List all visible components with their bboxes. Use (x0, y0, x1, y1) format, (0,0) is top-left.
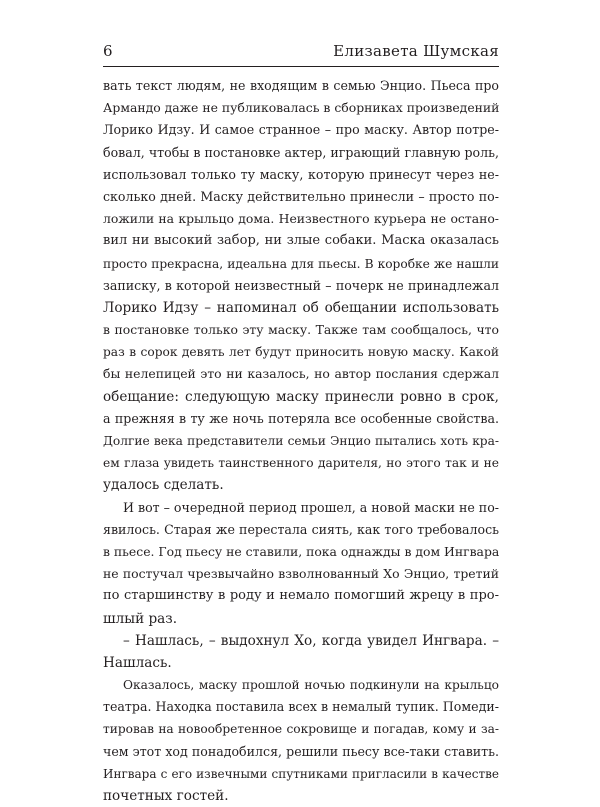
running-title-author: Елизавета Шумская (333, 42, 499, 60)
text-line: явилось. Старая же перестала сиять, как того требовалось (103, 521, 499, 537)
text-line: Лорико Идзу. И самое странное – про маску. Автор потре- (103, 122, 499, 138)
text-line: обещание: следующую маску принесли ровно в срок, (103, 388, 499, 405)
text-line: театра. Находка поставила всех в немалый тупик. Помеди- (103, 699, 499, 715)
text-line: записку, в которой неизвестный – почерк не принадлежал (103, 277, 499, 293)
page-header (103, 40, 499, 67)
paragraph-4 (103, 674, 499, 807)
text-line: Нашлась. (103, 654, 172, 671)
text-line: в постановке только эту маску. Также там сообщалось, что (103, 322, 499, 338)
text-line: почетных гостей. (103, 788, 229, 804)
text-line: бы нелепицей это ни казалось, но автор послания сдержал (103, 366, 499, 382)
page-number: 6 (103, 42, 113, 60)
text-line: сколько дней. Маску действительно принесли – просто по- (103, 188, 499, 204)
text-line: шлый раз. (103, 610, 178, 627)
text-body (103, 75, 499, 807)
text-line: бовал, чтобы в постановке актер, играющий главную роль, (103, 144, 499, 160)
text-line: тировав на новообретенное сокровище и погадав, кому и за- (103, 722, 499, 737)
paragraph-2 (103, 497, 499, 630)
text-line: Лорико Идзу – напоминал об обещании использовать (103, 299, 499, 316)
text-line: не постучал чрезвычайно взволнованный Хо Энцио, третий (103, 566, 499, 582)
text-line: использовал только ту маску, которую принесут через не- (103, 166, 499, 182)
paragraph-1 (103, 75, 499, 497)
text-line: Армандо даже не публиковалась в сборниках произведений (103, 100, 499, 116)
text-line: Ингвара с его извечными спутниками пригласили в качестве (103, 766, 499, 781)
text-line: чем этот ход понадобился, решили пьесу все-таки ставить. (103, 743, 499, 759)
text-line: вать текст людям, не входящим в семью Энцио. Пьеса про (103, 78, 499, 93)
text-line: просто прекрасна, идеальна для пьесы. В коробке же нашли (103, 256, 499, 271)
text-line: Долгие века представители семьи Энцио пытались хоть кра- (103, 434, 499, 448)
text-line: Оказалось, маску прошлой ночью подкинули на крыльцо (123, 678, 499, 693)
text-line: раз в сорок девять лет будут приносить новую маску. Какой (103, 345, 499, 360)
text-line: в пьесе. Год пьесу не ставили, пока однажды в дом Ингвара (103, 543, 499, 559)
text-line: вил ни высокий забор, ни злые собаки. Маска оказалась (103, 233, 499, 249)
text-line: удалось сделать. (103, 477, 224, 494)
text-line: И вот – очередной период прошел, а новой маски не по- (123, 499, 499, 515)
text-line: ложили на крыльцо дома. Неизвестного курьера не остано- (103, 211, 499, 227)
paragraph-3-dialogue (103, 630, 499, 674)
text-line: – Нашлась, – выдохнул Хо, когда увидел Ингвара. – (123, 632, 499, 649)
text-line: а прежняя в ту же ночь потеряла все особенные свойства. (103, 410, 499, 426)
text-line: по старшинству в роду и немало помогший жрецу в про- (103, 588, 499, 604)
text-line: ем глаза увидеть таинственного дарителя, но этого так и не (103, 456, 499, 471)
